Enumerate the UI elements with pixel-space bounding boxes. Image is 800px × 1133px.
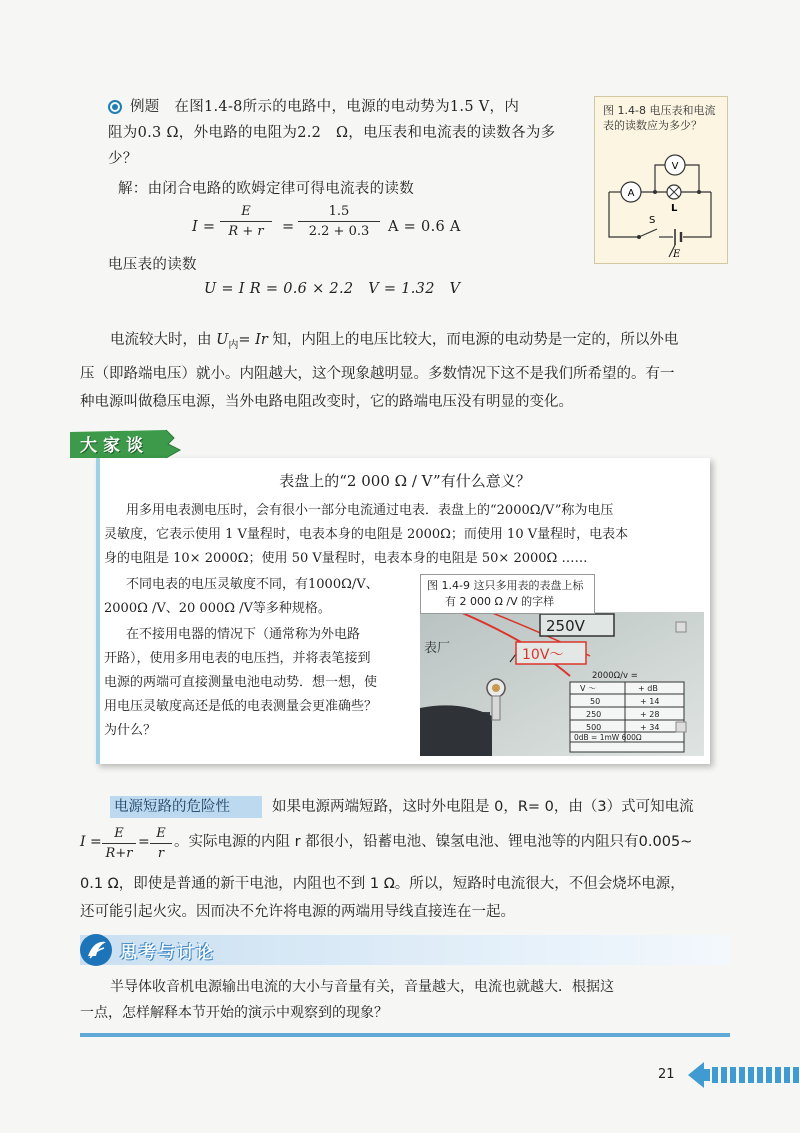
solution-intro: 解：由闭合电路的欧姆定律可得电流表的读数 xyxy=(118,181,414,197)
photo-table-cell: 50 xyxy=(590,697,601,706)
thinking-line-1: 半导体收音机电源输出电流的大小与音量有关，音量越大，电流也就越大．根据这 xyxy=(110,979,614,995)
bottom-rule xyxy=(80,1033,730,1037)
danger-formula-lhs: I = xyxy=(80,834,102,850)
label-E: E xyxy=(673,249,681,260)
figure-1-4-9-caption-line-1: 图 1.4-9 这只多用表的表盘上标 xyxy=(427,579,584,592)
para1-U: U xyxy=(216,332,229,348)
discussion-banner-label: 大家谈 xyxy=(80,436,149,456)
discussion-line-9: 用电压灵敏度高还是低的电表测量会更准确些？ xyxy=(104,699,378,714)
figure-1-4-8 xyxy=(594,96,728,264)
photo-table-footer: 0dB = 1mW 600Ω xyxy=(574,733,642,742)
label-V: V xyxy=(671,161,679,172)
discussion-line-6: 在不接用电器的情况下（通常称为外电路 xyxy=(126,627,361,642)
thinking-line-2: 一点，怎样解释本节开始的演示中观察到的现象？ xyxy=(80,1005,388,1021)
multimeter-photo xyxy=(420,612,704,756)
photo-table-header-db: + dB xyxy=(638,684,658,693)
example-line-3: 少？ xyxy=(108,151,138,167)
danger-formula-line xyxy=(80,826,740,860)
para1-line1-a: 电流较大时，由 xyxy=(110,332,217,348)
photo-table-cell: 500 xyxy=(586,723,602,732)
danger-line-4: 还可能引起火灾。因而决不允许将电源的两端用导线直接连在一起。 xyxy=(80,904,515,920)
discussion-line-2: 灵敏度，它表示使用 1 V量程时，电表本身的电阻是 2000Ω；而使用 10 V量程时，电表本 xyxy=(104,527,629,542)
figure-1-4-8-caption: 图 1.4-8 电压表和电流表的读数应为多少？ xyxy=(603,104,716,132)
thinking-banner-label: 思考与讨论 xyxy=(120,943,215,963)
photo-250v-label: 250V xyxy=(546,617,585,635)
eq1-lhs: I = xyxy=(192,219,216,235)
discussion-line-8: 电源的两端可直接测量电池电动势．想一想，使 xyxy=(104,675,378,690)
example-line-1: 例题 在图1.4-8所示的电路中，电源的电动势为1.5 V，内 xyxy=(130,99,520,115)
para1-line3: 种电源叫做稳压电源，当外电路电阻改变时，它的路端电压没有明显的变化。 xyxy=(80,393,573,410)
thinking-icon xyxy=(80,934,112,966)
example-icon xyxy=(108,100,122,114)
danger-section-label: 电源短路的危险性 xyxy=(110,796,262,818)
discussion-line-3: 身的电阻是 10× 2000Ω；使用 50 V量程时，电表本身的电阻是 50× 2000Ω …… xyxy=(104,551,588,566)
photo-table-cell: + 34 xyxy=(640,723,660,732)
figure-1-4-9-caption xyxy=(420,574,595,614)
page-arrow-icon xyxy=(688,1060,800,1090)
example-line-2: 阻为0.3 Ω，外电路的电阻为2.2 Ω，电压表和电流表的读数各为多 xyxy=(108,125,556,141)
photo-table-cell: + 28 xyxy=(640,710,660,719)
photo-table-cell: 250 xyxy=(586,710,602,719)
discussion-line-5: 2000Ω /V、20 000Ω /V等多种规格。 xyxy=(104,601,331,616)
discussion-line-7: 开路），使用多用电表的电压挡，并将表笔接到 xyxy=(104,651,371,666)
photo-table-cell: + 14 xyxy=(640,697,660,706)
discussion-line-4: 不同电表的电压灵敏度不同，有1000Ω/V、 xyxy=(126,577,379,592)
para1-sub: 内 xyxy=(228,339,239,351)
eq1-fraction-2: $\frac{1.5}{2.2 + 0.3}$ xyxy=(298,204,380,239)
eq1-result: A = 0.6 A xyxy=(388,219,461,235)
para1-Ir: = Ir xyxy=(238,332,268,348)
figure-1-4-9-caption-line-2: 有 2 000 Ω /V 的字样 xyxy=(445,595,555,608)
danger-line-1: 如果电源两端短路，这时外电阻是 0，R= 0，由（3）式可知电流 xyxy=(272,799,694,815)
voltmeter-intro: 电压表的读数 xyxy=(108,257,197,273)
eq2: U = I R = 0.6 × 2.2 V = 1.32 V xyxy=(204,281,461,297)
photo-10v-label: 10V～ xyxy=(522,647,564,663)
danger-fraction-2: $\frac{E}{r}$ xyxy=(150,826,172,861)
circuit-diagram xyxy=(595,137,727,261)
label-L: L xyxy=(671,203,678,214)
page-number: 21 xyxy=(658,1067,675,1082)
photo-sensitivity-label: 2000Ω/v = xyxy=(592,671,638,681)
discussion-title: 表盘上的“2 000 Ω / V”有什么意义？ xyxy=(279,472,531,490)
eq1-fraction-1: $\frac{E}{R + r}$ xyxy=(220,204,272,239)
label-S: S xyxy=(649,215,656,226)
para1-line2: 压（即路端电压）就小。内阻越大，这个现象越明显。多数情况下这不是我们所希望的。有一 xyxy=(80,365,675,382)
discussion-line-10: 为什么？ xyxy=(104,723,157,738)
discussion-banner xyxy=(70,428,182,460)
danger-line-3: 0.1 Ω，即使是普通的新干电池，内阻也不到 1 Ω。所以，短路时电流很大，不但会烧坏电源， xyxy=(80,876,685,892)
para1-line1-d: 知，内阻上的电压比较大，而电源的电动势是一定的，所以外电 xyxy=(267,332,679,348)
photo-table-header-v: V ～ xyxy=(580,684,597,693)
discussion-line-1: 用多用电表测电压时，会有很小一部分电流通过电表．表盘上的“2000Ω/V”称为电压 xyxy=(126,503,614,518)
danger-formula-eq: = xyxy=(138,834,150,850)
eq1-equals: = xyxy=(282,219,295,235)
danger-fraction-1: $\frac{E}{R+r}$ xyxy=(102,826,136,861)
paragraph-1 xyxy=(80,326,740,416)
label-A: A xyxy=(627,188,635,199)
danger-line-2: 。实际电源的内阻 r 都很小，铅蓄电池、镍氢电池、锂电池等的内阻只有0.005~ xyxy=(174,834,693,850)
photo-brand-label: 表厂 xyxy=(424,641,451,656)
